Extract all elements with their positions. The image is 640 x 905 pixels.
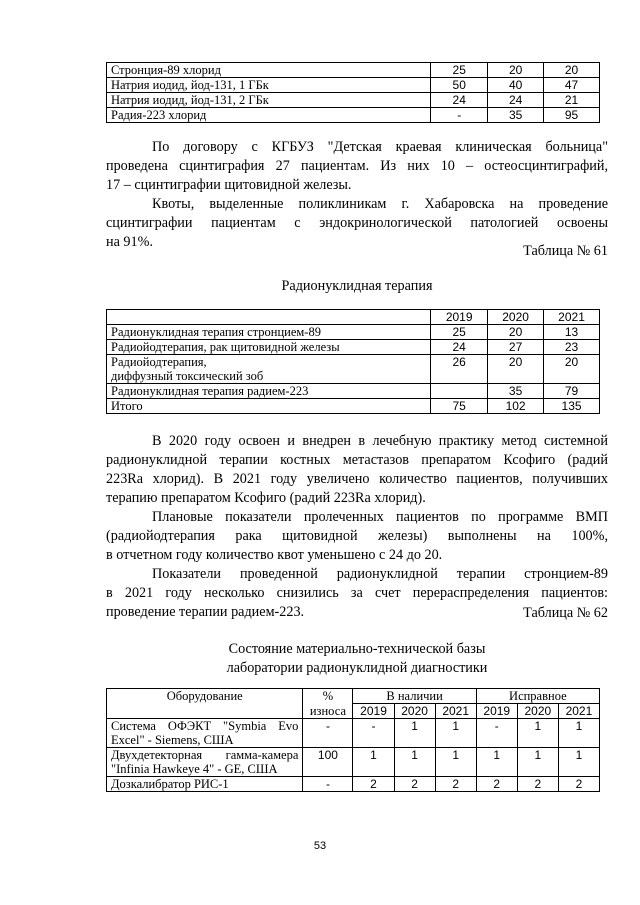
cell-value: 26 xyxy=(431,355,488,384)
cell-value: 20 xyxy=(544,63,600,78)
table-row xyxy=(107,719,600,748)
row-name: Дозкалибратор РИС-1 xyxy=(107,777,303,792)
table-row xyxy=(107,399,600,414)
table-row xyxy=(107,325,600,340)
cell-value: 1 xyxy=(517,748,558,777)
paragraph-scintigraphy xyxy=(106,138,608,195)
cell-value: 2 xyxy=(476,777,517,792)
cell-value: 2 xyxy=(558,777,599,792)
row-name: Натрия иодид, йод-131, 1 ГБк xyxy=(107,78,431,93)
paragraph-line: проведена сцинтиграфия 27 пациентам. Из них 10 – остеосцинтиграфий, xyxy=(106,158,608,174)
cell-value: 102 xyxy=(488,399,544,414)
column-header: 2019 xyxy=(431,310,488,325)
row-name: Радия-223 хлорид xyxy=(107,108,431,123)
paragraph-line: терапию препаратом Ксофиго (радий 223Ra хлорид). xyxy=(106,490,426,506)
cell-value: 20 xyxy=(544,355,600,384)
header-equipment: Оборудование xyxy=(107,689,303,719)
table-row xyxy=(107,384,600,399)
cell-value: 1 xyxy=(558,748,599,777)
table-header-row xyxy=(107,310,600,325)
radionuclide-therapy-table xyxy=(106,309,600,414)
column-header: 2020 xyxy=(394,704,435,719)
cell-value: 24 xyxy=(431,340,488,355)
table-61-title: Радионуклидная терапия xyxy=(281,278,433,294)
cell-value: 40 xyxy=(488,78,544,93)
cell-value: 27 xyxy=(488,340,544,355)
cell-value: 13 xyxy=(544,325,600,340)
row-name-line: Excel" - Siemens, США xyxy=(111,733,234,747)
row-name xyxy=(107,355,431,384)
cell-value: 135 xyxy=(544,399,600,414)
row-name-line: Двухдетекторная гамма-камера xyxy=(111,748,299,762)
table-row xyxy=(107,63,600,78)
row-name: Стронция-89 хлорид xyxy=(107,63,431,78)
paragraph-line: Квоты, выделенные поликлиникам г. Хабаровска на проведение xyxy=(152,196,608,212)
cell-value: - xyxy=(353,719,394,748)
cell-value: 95 xyxy=(544,108,600,123)
column-header: 2019 xyxy=(353,704,394,719)
paragraph-xofigo xyxy=(106,432,608,508)
column-header: 2021 xyxy=(435,704,476,719)
cell-value: 25 xyxy=(431,325,488,340)
cell-value: 24 xyxy=(488,93,544,108)
cell-value: 1 xyxy=(476,748,517,777)
paragraph-line: (радиойодтерапия рака щитовидной железы) выполнены на 100%, xyxy=(106,528,608,544)
table-row xyxy=(107,355,600,384)
cell-value: 24 xyxy=(431,93,488,108)
row-name-line: Радиойодтерапия, xyxy=(111,355,207,369)
cell-value: 20 xyxy=(488,355,544,384)
paragraph-line: 223Ra хлорид). В 2021 году увеличено количество пациентов, получивших xyxy=(106,471,608,487)
row-name-line: диффузный токсический зоб xyxy=(111,369,264,383)
cell-value: 1 xyxy=(394,719,435,748)
header-wear: износа xyxy=(303,704,353,719)
column-header: 2019 xyxy=(476,704,517,719)
column-header: 2020 xyxy=(517,704,558,719)
cell-value: 1 xyxy=(353,748,394,777)
cell-value: 1 xyxy=(517,719,558,748)
equipment-table xyxy=(106,688,600,792)
row-name: Радионуклидная терапия стронцием-89 xyxy=(107,325,431,340)
header-percent: % xyxy=(303,689,353,704)
cell-value: 35 xyxy=(488,384,544,399)
row-name: Радиойодтерапия, рак щитовидной железы xyxy=(107,340,431,355)
cell-value: 100 xyxy=(303,748,353,777)
paragraph-line: на 91%. xyxy=(106,234,153,250)
paragraph-line: в 2021 году несколько снизились за счет перераспределения пациентов: xyxy=(106,585,608,601)
cell-value: - xyxy=(303,719,353,748)
row-name xyxy=(107,719,303,748)
cell-value: 75 xyxy=(431,399,488,414)
table-row xyxy=(107,78,600,93)
paragraph-line: По договору с КГБУЗ "Детская краевая клиническая больница" xyxy=(152,139,608,155)
table-62-label: Таблица № 62 xyxy=(523,605,608,621)
header-working: Исправное xyxy=(476,689,599,704)
cell-value: 25 xyxy=(431,63,488,78)
column-header: 2021 xyxy=(558,704,599,719)
paragraph-vmp xyxy=(106,508,608,565)
row-name: Итого xyxy=(107,399,431,414)
header-available: В наличии xyxy=(353,689,476,704)
cell-value: 79 xyxy=(544,384,600,399)
cell-value: 2 xyxy=(353,777,394,792)
paragraph-line: Плановые показатели пролеченных пациентов по программе ВМП xyxy=(152,509,608,525)
table-header-row xyxy=(107,689,600,704)
cell-value: 20 xyxy=(488,325,544,340)
cell-value: 1 xyxy=(435,748,476,777)
cell-value: 1 xyxy=(558,719,599,748)
paragraph-line: радионуклидной терапии костных метастазов препаратом Ксофиго (радий xyxy=(106,452,608,468)
cell-value: 2 xyxy=(435,777,476,792)
paragraph-line: 17 – сцинтиграфии щитовидной железы. xyxy=(106,177,352,193)
title-line: лаборатории радионуклидной диагностики xyxy=(226,660,488,676)
row-name: Радионуклидная терапия радием-223 xyxy=(107,384,431,399)
table-row xyxy=(107,108,600,123)
cell-value: 2 xyxy=(394,777,435,792)
row-name-line: "Infinia Hawkeye 4" - GE, США xyxy=(111,762,278,776)
cell-value: 21 xyxy=(544,93,600,108)
paragraph-line: в отчетном году количество квот уменьшено с 24 до 20. xyxy=(106,547,443,563)
cell-value: 50 xyxy=(431,78,488,93)
cell-value: 20 xyxy=(488,63,544,78)
cell-value: - xyxy=(303,777,353,792)
header-empty xyxy=(107,310,431,325)
cell-value: 1 xyxy=(394,748,435,777)
table-row xyxy=(107,748,600,777)
cell-value: 1 xyxy=(435,719,476,748)
page-number: 53 xyxy=(313,840,327,852)
row-name xyxy=(107,748,303,777)
table-row xyxy=(107,340,600,355)
cell-value: 23 xyxy=(544,340,600,355)
paragraph-line: Показатели проведенной радионуклидной терапии стронцием-89 xyxy=(152,566,608,582)
paragraph-line: сцинтиграфии пациентам с эндокринологической патологией освоены xyxy=(106,215,608,231)
paragraph-line: В 2020 году освоен и внедрен в лечебную практику метод системной xyxy=(152,433,608,449)
column-header: 2021 xyxy=(544,310,600,325)
column-header: 2020 xyxy=(488,310,544,325)
row-name: Натрия иодид, йод-131, 2 ГБк xyxy=(107,93,431,108)
isotope-table xyxy=(106,62,600,123)
table-row xyxy=(107,93,600,108)
cell-value: 35 xyxy=(488,108,544,123)
table-61-label: Таблица № 61 xyxy=(523,243,608,259)
title-line: Состояние материально-технической базы xyxy=(228,641,486,657)
table-row xyxy=(107,777,600,792)
table-62-title xyxy=(106,640,608,678)
cell-value: - xyxy=(431,108,488,123)
cell-value xyxy=(431,384,488,399)
cell-value: - xyxy=(476,719,517,748)
row-name-line: Система ОФЭКТ "Symbia Evo xyxy=(111,719,299,733)
paragraph-line: проведение терапии радием-223. xyxy=(106,604,305,620)
cell-value: 47 xyxy=(544,78,600,93)
cell-value: 2 xyxy=(517,777,558,792)
